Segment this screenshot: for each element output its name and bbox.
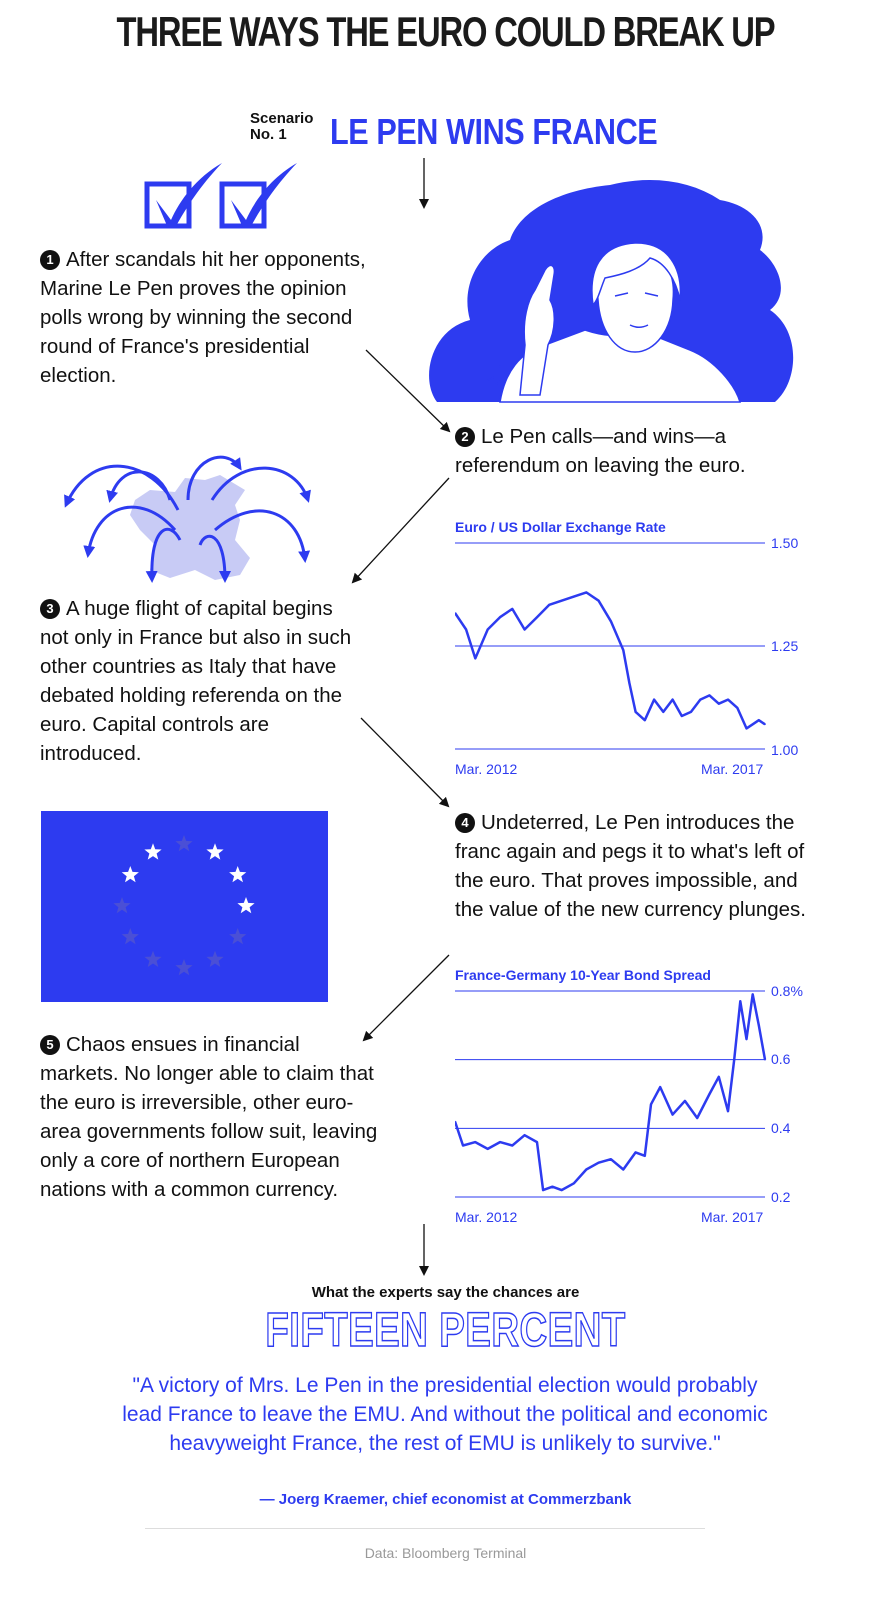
step-1 [40, 245, 370, 390]
step-number: 4 [455, 813, 475, 833]
data-point [536, 1141, 538, 1143]
chance-value: FIFTEEN PERCENT [265, 1304, 626, 1357]
checkbox-checked-icon [147, 163, 222, 228]
data-point [718, 703, 720, 705]
data-point [524, 629, 526, 631]
data-point [758, 1025, 760, 1027]
data-point [746, 1038, 748, 1040]
data-point [684, 1100, 686, 1102]
data-point [475, 1141, 477, 1143]
data-point [700, 699, 702, 701]
scenario-headline: LE PEN WINS FRANCE [330, 111, 658, 152]
data-point [465, 629, 467, 631]
data-point [499, 1141, 501, 1143]
data-point [650, 1104, 652, 1106]
data-point [635, 711, 637, 713]
data-point [552, 1186, 554, 1188]
bond-spread-chart [455, 965, 815, 1230]
data-point [623, 1169, 625, 1171]
eurusd-chart-plot [455, 516, 815, 781]
data-point [644, 1155, 646, 1157]
data-point [696, 1117, 698, 1119]
data-point [758, 719, 760, 721]
series-line [455, 994, 765, 1190]
data-point [727, 1110, 729, 1112]
data-point [672, 699, 674, 701]
y-tick-label: 1.50 [771, 535, 799, 551]
data-point [764, 724, 766, 726]
data-point [752, 724, 754, 726]
data-point [663, 711, 665, 713]
data-point [524, 1134, 526, 1136]
y-tick-label: 0.4 [771, 1120, 791, 1136]
step-number: 5 [40, 1035, 60, 1055]
data-point [487, 629, 489, 631]
data-point [512, 608, 514, 610]
data-point [499, 616, 501, 618]
step-number: 1 [40, 250, 60, 270]
step-3 [40, 594, 360, 768]
eu-flag-icon [41, 811, 328, 1002]
data-point [598, 1162, 600, 1164]
page-title: THREE WAYS THE EURO COULD BREAK UP [116, 8, 775, 55]
data-point [653, 699, 655, 701]
data-point [512, 1145, 514, 1147]
data-point [740, 1001, 742, 1003]
data-point [718, 1076, 720, 1078]
data-point [598, 600, 600, 602]
data-point [727, 699, 729, 701]
x-label-start: Mar. 2012 [455, 761, 518, 777]
step-number: 2 [455, 427, 475, 447]
data-point [672, 1114, 674, 1116]
chart-title: Euro / US Dollar Exchange Rate [455, 519, 666, 535]
step-text: Le Pen calls—and wins—a referendum on leaving the euro. [455, 425, 746, 477]
step-4 [455, 808, 820, 924]
x-label-end: Mar. 2017 [701, 761, 764, 777]
data-point [586, 1169, 588, 1171]
data-point [487, 1148, 489, 1150]
x-label-end: Mar. 2017 [701, 1209, 764, 1225]
series-line [455, 592, 765, 728]
flow-arrow-3 [353, 478, 449, 582]
step-text: A huge flight of capital begins not only in France but also in such other countries as Italy that have debated holding referenda on the euro. Capital controls are introduced. [40, 597, 352, 765]
x-label-start: Mar. 2012 [455, 1209, 518, 1225]
data-point [561, 600, 563, 602]
data-point [764, 1059, 766, 1061]
step-5 [40, 1030, 380, 1204]
data-point [733, 1059, 735, 1061]
chart-title: France-Germany 10-Year Bond Spread [455, 967, 711, 983]
data-point [561, 1189, 563, 1191]
data-point [573, 596, 575, 598]
flow-arrow-4 [361, 718, 448, 806]
flow-arrow-5 [364, 955, 449, 1040]
eurusd-chart [455, 516, 815, 781]
step-number: 3 [40, 599, 60, 619]
data-point [635, 1152, 637, 1154]
data-point [709, 1093, 711, 1095]
quote-attribution: — Joerg Kraemer, chief economist at Commerzbank [259, 1491, 632, 1508]
y-tick-label: 1.00 [771, 742, 799, 758]
data-point [549, 604, 551, 606]
data-point [737, 707, 739, 709]
data-point [659, 1086, 661, 1088]
data-point [475, 658, 477, 660]
scenario-label-line2: No. 1 [250, 126, 287, 143]
y-tick-label: 1.25 [771, 638, 799, 654]
data-point [573, 1183, 575, 1185]
y-tick-label: 0.2 [771, 1189, 791, 1205]
step-text: Chaos ensues in financial markets. No longer able to claim that the euro is irreversible, other euro-area governments follow suit, leaving only a core of northern European nations with a common currency. [40, 1033, 378, 1201]
scenario-label-line1: Scenario [250, 110, 314, 127]
data-point [462, 1145, 464, 1147]
le-pen-portrait-illustration [429, 180, 793, 402]
data-point [709, 695, 711, 697]
data-point [542, 1189, 544, 1191]
data-point [536, 616, 538, 618]
data-point [623, 649, 625, 651]
y-tick-label: 0.8% [771, 983, 803, 999]
data-point [690, 711, 692, 713]
step-text: Undeterred, Le Pen introduces the franc again and pegs it to what's left of the euro. That proves impossible, and the value of the new currency plunges. [455, 811, 806, 921]
france-map-arrows-icon [66, 457, 308, 580]
data-point [610, 621, 612, 623]
checkbox-checked-icon [222, 163, 297, 228]
data-point [629, 682, 631, 684]
data-point [681, 715, 683, 717]
expert-quote: "A victory of Mrs. Le Pen in the presidential election would probably lead France to leave the EMU. And without the political and economic heavyweight France, the rest of EMU is unlikely to survive." [122, 1374, 768, 1455]
data-point [746, 728, 748, 730]
step-2 [455, 422, 785, 480]
experts-label: What the experts say the chances are [311, 1284, 580, 1301]
bond-spread-chart-plot [455, 965, 815, 1230]
data-point [752, 994, 754, 996]
y-tick-label: 0.6 [771, 1051, 791, 1067]
data-point [610, 1158, 612, 1160]
data-point [644, 719, 646, 721]
data-point [586, 592, 588, 594]
step-text: After scandals hit her opponents, Marine Le Pen proves the opinion polls wrong by winning the second round of France's presidential election. [40, 248, 366, 387]
source-note: Data: Bloomberg Terminal [364, 1545, 527, 1561]
divider [145, 1528, 705, 1529]
